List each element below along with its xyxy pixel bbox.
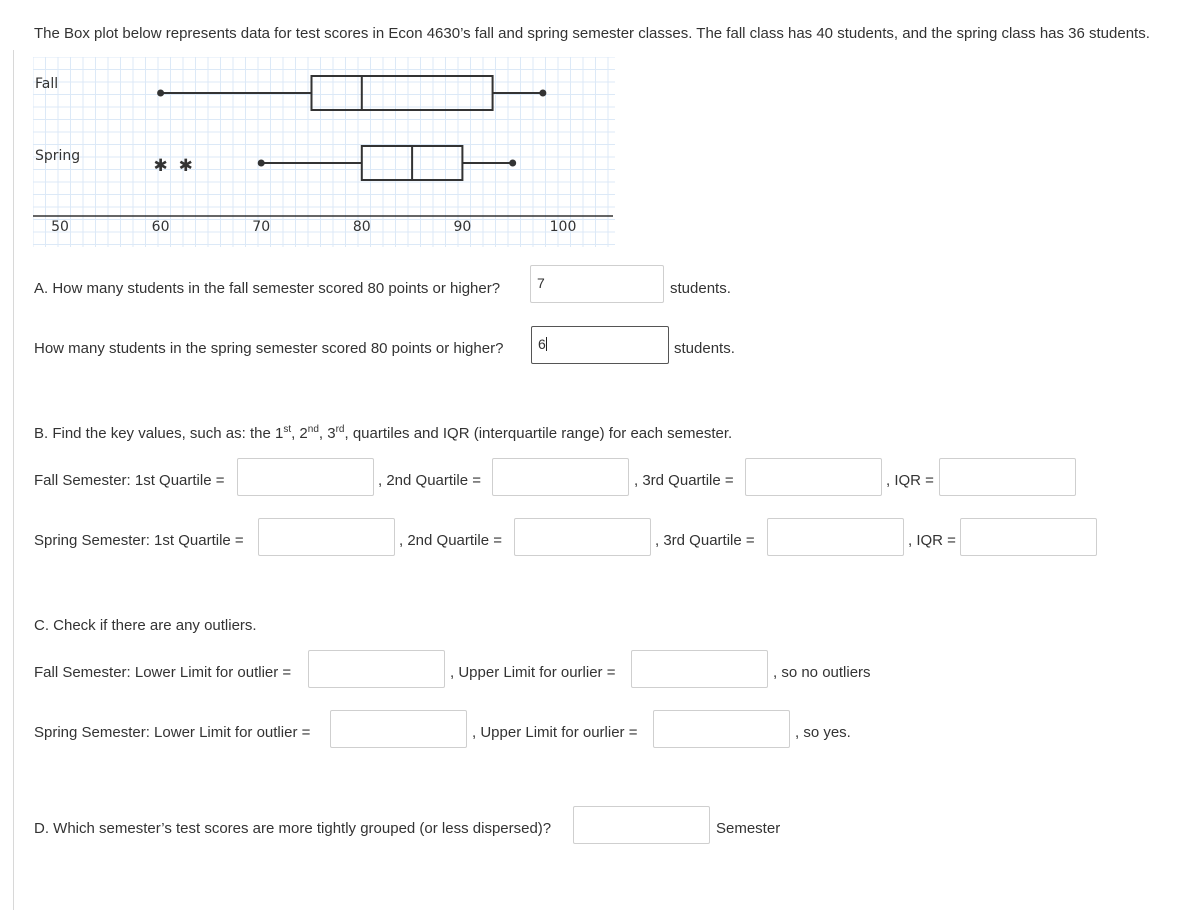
question-c-text: C. Check if there are any outliers. [34, 617, 257, 634]
fall-iqr-label: , IQR = [886, 472, 934, 489]
series-label-fall: Fall [35, 76, 59, 92]
fall-min-point [157, 90, 164, 97]
intro-text: The Box plot below represents data for test scores in Econ 4630’s fall and spring semester classes. The fall class has 40 students, and the spring class has 36 students. [34, 25, 1150, 42]
x-tick-label-60: 60 [151, 219, 170, 235]
spring-max-point [509, 160, 516, 167]
semester-answer-input[interactable] [573, 806, 710, 844]
question-b-text: B. Find the key values, such as: the 1st, 2nd, 3rd, quartiles and IQR (interquartile range) for each semester. [34, 424, 733, 442]
question-a-spring-text: How many students in the spring semester scored 80 points or higher? [34, 340, 504, 357]
spring-outlier-0: ✱ [153, 156, 168, 176]
spring-outlier-conclusion: , so yes. [795, 724, 851, 741]
spring-upper-limit-input[interactable] [653, 710, 790, 748]
text-caret [546, 337, 547, 351]
fall-q3-label: , 3rd Quartile = [634, 472, 734, 489]
spring-80-plus-value: 6 [538, 336, 546, 352]
content-frame-border [13, 50, 14, 910]
fall-lower-limit-input[interactable] [308, 650, 445, 688]
x-tick-label-50: 50 [51, 219, 69, 235]
spring-q3-input[interactable] [767, 518, 904, 556]
x-tick-label-70: 70 [252, 219, 271, 235]
fall-80-plus-value: 7 [537, 275, 545, 291]
question-a-spring-unit: students. [674, 340, 735, 357]
x-tick-label-100: 100 [549, 219, 577, 235]
spring-min-point [258, 160, 265, 167]
fall-iqr-input[interactable] [939, 458, 1076, 496]
spring-q3-label: , 3rd Quartile = [655, 532, 755, 549]
spring-lower-limit-label: Spring Semester: Lower Limit for outlier = [34, 724, 311, 741]
fall-q1-label: Fall Semester: 1st Quartile = [34, 472, 225, 489]
fall-q2-label: , 2nd Quartile = [378, 472, 481, 489]
series-label-spring: Spring [35, 148, 81, 164]
x-tick-label-80: 80 [352, 219, 371, 235]
spring-upper-limit-label: , Upper Limit for ourlier = [472, 724, 638, 741]
fall-q1-input[interactable] [237, 458, 374, 496]
box-plot-chart [33, 57, 615, 247]
question-d-text: D. Which semester’s test scores are more tightly grouped (or less dispersed)? [34, 820, 552, 837]
fall-max-point [539, 90, 546, 97]
fall-outlier-conclusion: , so no outliers [773, 664, 871, 681]
plot-grid [33, 57, 615, 247]
fall-q2-input[interactable] [492, 458, 629, 496]
spring-outlier-1: ✱ [178, 156, 193, 176]
question-a-fall-text: A. How many students in the fall semester scored 80 points or higher? [34, 280, 501, 297]
fall-upper-limit-input[interactable] [631, 650, 768, 688]
fall-upper-limit-label: , Upper Limit for ourlier = [450, 664, 616, 681]
spring-q2-label: , 2nd Quartile = [399, 532, 502, 549]
fall-box [312, 76, 493, 110]
spring-lower-limit-input[interactable] [330, 710, 467, 748]
spring-q1-input[interactable] [258, 518, 395, 556]
x-tick-label-90: 90 [453, 219, 472, 235]
question-a-fall-unit: students. [670, 280, 731, 297]
spring-80-plus-input[interactable] [531, 326, 669, 364]
spring-q1-label: Spring Semester: 1st Quartile = [34, 532, 244, 549]
spring-q2-input[interactable] [514, 518, 651, 556]
fall-q3-input[interactable] [745, 458, 882, 496]
fall-80-plus-input[interactable] [530, 265, 664, 303]
spring-iqr-label: , IQR = [908, 532, 956, 549]
question-d-suffix: Semester [716, 820, 781, 837]
spring-iqr-input[interactable] [960, 518, 1097, 556]
fall-lower-limit-label: Fall Semester: Lower Limit for outlier = [34, 664, 292, 681]
